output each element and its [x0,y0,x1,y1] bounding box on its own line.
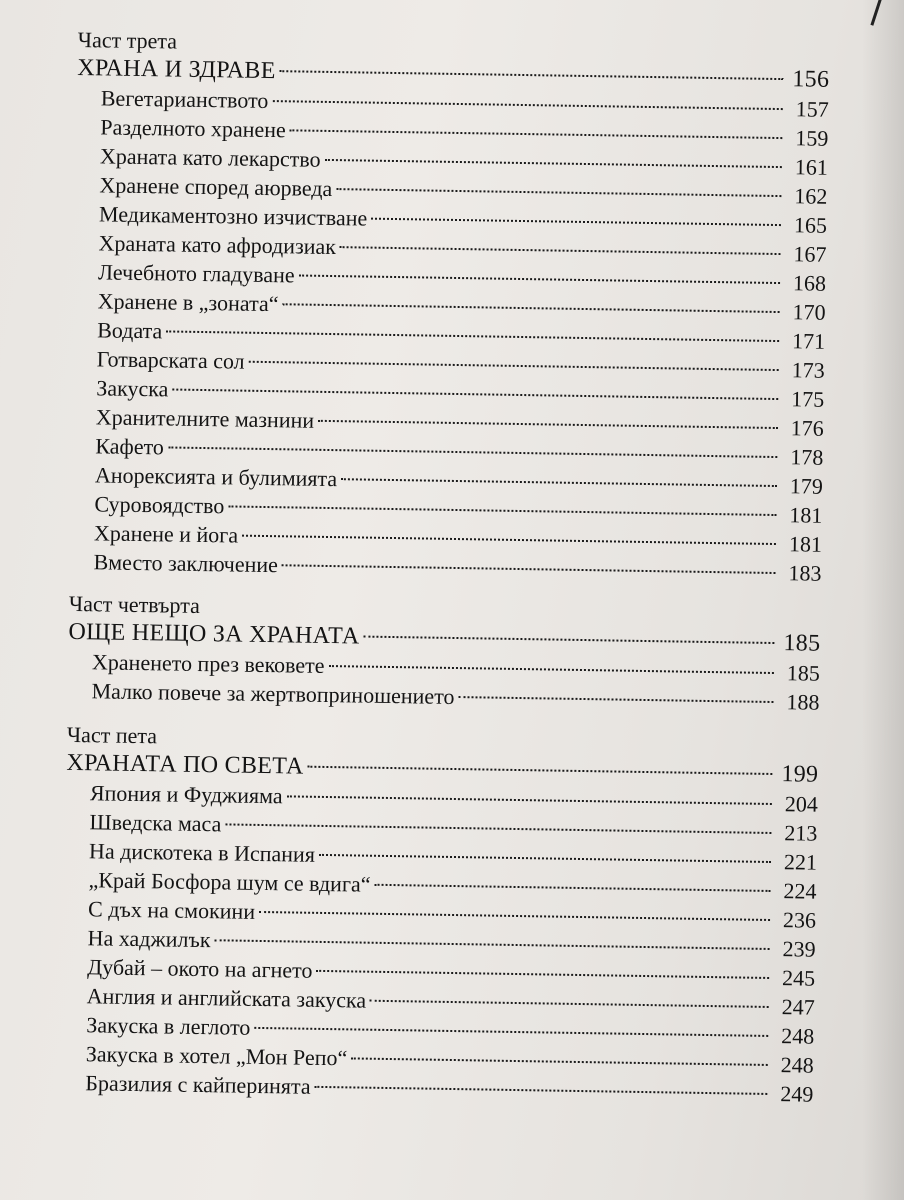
page-number: 183 [788,560,822,586]
entry-title: Шведска маса [89,809,222,837]
part-title: ОЩЕ НЕЩО ЗА ХРАНАТА [68,618,360,650]
dot-leader [329,665,774,674]
page-number: 204 [784,791,819,817]
page-number: 171 [791,328,826,354]
entry-title: Малко повече за жертвоприношението [91,678,455,709]
page-number: 162 [794,183,828,209]
table-of-contents [61,26,830,1109]
dot-leader [318,420,778,429]
page-number: 181 [789,502,823,528]
page-number: 224 [783,878,817,904]
page-number: 167 [793,241,827,267]
dot-leader [340,246,781,255]
dot-leader [319,854,771,863]
page-number: 188 [786,689,820,715]
dot-leader [308,766,773,775]
entry-title: „Край Босфора шум се вдига“ [88,867,371,897]
entry-title: Япония и Фуджияма [89,780,283,809]
entry-title: Готварската сол [96,346,245,374]
dot-leader [299,274,780,284]
part-label: Част четвърта [68,590,201,618]
entry-title: Храната като афродизиак [98,230,337,260]
page-number: 157 [795,96,829,122]
page-number: 199 [781,761,819,788]
entry-title: Медикаментозно изчистване [98,201,368,231]
page-number: 181 [788,531,823,557]
dot-leader [458,696,773,703]
dot-leader [214,939,769,950]
page-number: 248 [781,1023,815,1049]
part-five [61,721,819,1109]
page-number: 161 [794,154,829,180]
dot-leader [259,911,770,921]
entry-title: С дъх на смокини [87,896,256,924]
part-four [67,590,821,717]
page-number: 175 [791,386,825,412]
entry-title: Вместо заключение [93,549,279,578]
page-number: 159 [795,125,829,151]
page-number: 248 [780,1052,814,1078]
dot-leader [242,535,776,545]
dot-leader [172,389,778,401]
page-edge-shadow [862,0,904,1200]
dot-leader [280,70,784,80]
dot-leader [272,100,782,110]
page-number: 173 [791,357,825,383]
dot-leader [341,478,777,487]
entry-title: Хранителните мазнини [95,404,315,433]
entry-title: Кафето [95,433,165,460]
dot-leader [374,884,770,892]
dot-leader [166,330,779,342]
page-number: 165 [793,212,828,238]
entry-title: На дискотека в Испания [88,838,316,867]
dot-leader [371,218,781,226]
dot-leader [168,446,777,458]
part-label: Част трета [77,26,178,54]
dot-leader [249,361,779,371]
entry-title: Храненето през вековете [91,649,325,678]
entry-title: Хранене и йога [93,520,239,548]
page-number: 247 [781,994,815,1020]
entry-title: Храната като лекарство [99,143,321,172]
page-number: 156 [792,66,830,93]
dot-leader [282,564,776,574]
entry-title: Анорексията и булимията [94,462,338,492]
entry-title: Вегетарианството [100,85,269,113]
dot-leader [316,970,769,979]
dot-leader [351,1057,768,1066]
dot-leader [282,303,779,313]
dot-leader [225,823,771,834]
page-number: 221 [783,849,818,875]
page-number: 179 [789,473,824,499]
part-label: Част пета [66,721,158,749]
page-number: 176 [790,415,824,441]
dot-leader [370,1000,769,1008]
page-number: 178 [790,444,824,470]
page-number: 170 [792,299,826,325]
entry-title: Англия и английската закуска [86,983,367,1013]
entry-title: Хранене според аюрведа [99,172,333,202]
page-number: 249 [780,1081,814,1107]
dot-leader [287,795,772,805]
part-three [69,26,830,588]
page-corner-mark [870,0,882,26]
entry-title: На хаджилък [87,925,211,953]
page-number: 185 [783,630,821,657]
page-number: 236 [782,907,817,933]
part-title: ХРАНАТА ПО СВЕТА [66,749,304,780]
dot-leader [228,505,776,516]
entry-title: Закуска [96,375,169,402]
page-number: 239 [782,936,816,962]
entry-title: Бразилия с кайперинята [85,1070,311,1099]
dot-leader [315,1086,768,1095]
entry-title: Разделното хранене [100,114,286,143]
entry-title: Хранене в „зоната“ [97,288,279,317]
dot-leader [364,636,775,644]
dot-leader [254,1027,768,1037]
dot-leader [290,129,783,139]
part-title: ХРАНА И ЗДРАВЕ [77,54,276,85]
entry-title: Суровоядство [94,491,225,519]
entry-title: Закуска в леглото [86,1012,251,1040]
entry-title: Закуска в хотел „Мон Репо“ [85,1041,348,1071]
page-number: 245 [781,965,816,991]
page-number: 185 [786,660,821,686]
page-number: 213 [784,820,818,846]
page-number: 168 [792,270,827,296]
dot-leader [336,188,781,197]
entry-title: Дубай – окото на агнето [87,954,313,983]
dot-leader [325,159,782,168]
entry-title: Водата [97,317,163,344]
entry-title: Лечебното гладуване [97,259,295,288]
